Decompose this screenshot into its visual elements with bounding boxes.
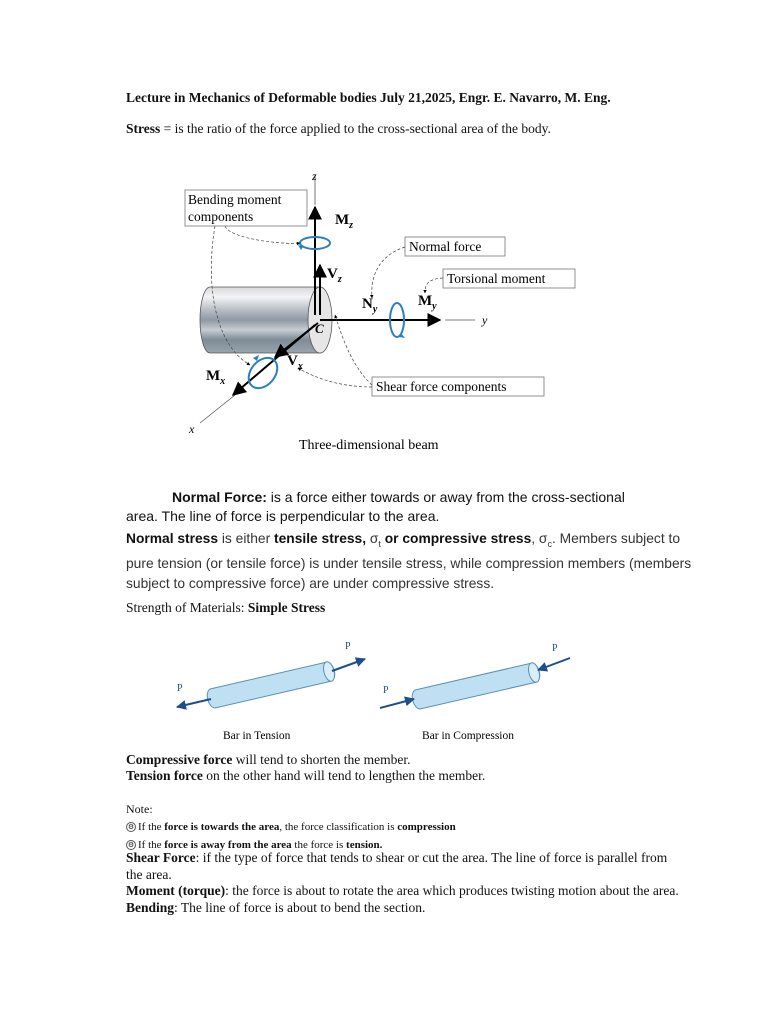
normal-force-label: Normal force <box>409 239 482 254</box>
lecture-title: Lecture in Mechanics of Deformable bodies July 21,2025, Engr. E. Navarro, M. Eng. <box>126 90 611 105</box>
normal-force-paragraph <box>126 488 696 526</box>
note-item-tension: ⚙ If the force is away from the area the force is tension. <box>127 839 383 851</box>
sigma-t-symbol: σ <box>369 531 379 546</box>
mx-label: $M_x$ <box>206 368 226 387</box>
som-prefix: Strength of Materials: <box>126 600 248 615</box>
normal-stress-comma: , <box>531 531 539 546</box>
tension-bar <box>177 641 365 742</box>
circle-bullet-icon: ⚙ <box>127 823 135 832</box>
definitions-block <box>126 850 686 916</box>
compressive-stress-term: or compressive stress <box>380 531 532 546</box>
bending-moment-label-1: Bending moment <box>188 192 282 207</box>
bending-moment-label-2: components <box>188 209 254 224</box>
axis-y-label: y <box>482 313 488 327</box>
my-label: $M_y$ <box>418 293 437 312</box>
normal-stress-text-1: is either <box>218 531 275 546</box>
tension-arrow-left <box>177 699 211 707</box>
normal-force-text-1: is a force either towards or away from the cross-sectional <box>266 489 625 505</box>
axis-x-label: x <box>189 422 195 436</box>
compression-p-right: P <box>552 643 558 654</box>
note-item-compression: ⚙ If the force is towards the area, the force classification is compression <box>127 821 456 833</box>
tension-force-term: Tension force <box>126 768 203 783</box>
compression-bar <box>380 643 570 742</box>
shear-force-definition: Shear Force: if the type of force that tends to shear or cut the area. The line of force is parallel from the area. <box>126 850 668 882</box>
tension-p-right: P <box>345 641 351 652</box>
sigma-t-subscript: t <box>378 538 381 549</box>
note-block <box>126 800 456 854</box>
sigma-c-subscript: c <box>547 538 552 549</box>
tension-arrow-right <box>332 659 365 671</box>
vx-label: $V_x$ <box>287 353 303 372</box>
compressive-force-text: will tend to shorten the member. <box>232 752 411 767</box>
compression-caption: Bar in Compression <box>422 730 514 742</box>
normal-stress-paragraph <box>126 529 696 593</box>
compressive-force-line <box>126 752 410 768</box>
note-heading: Note: <box>126 802 153 816</box>
tension-force-text: on the other hand will tend to lengthen the member. <box>202 768 486 783</box>
mz-label: $M_z$ <box>335 212 354 231</box>
sigma-c-symbol: σ <box>538 531 548 546</box>
stress-definition <box>126 121 551 137</box>
circle-bullet-icon: ⚙ <box>127 841 135 850</box>
compression-arrow-left <box>380 699 414 708</box>
compression-arrow-right <box>538 658 570 670</box>
axis-z-label: z <box>312 169 317 183</box>
normal-stress-text-2: . Members subject to pure tension (or tensile force) is under tensile stress, while compression members (members subject to compressive force) are under compressive stress. <box>126 531 692 591</box>
compression-p-left: P <box>383 685 389 696</box>
strength-of-materials-heading <box>126 600 325 616</box>
beam-caption: Three-dimensional beam <box>299 438 439 453</box>
moment-definition: Moment (torque): the force is about to rotate the area which produces twisting motion about the area. <box>126 883 679 898</box>
normal-stress-term: Normal stress <box>126 531 219 546</box>
normal-force-text-2: area. The line of force is perpendicular to the area. <box>126 508 440 524</box>
simple-stress-title: Simple Stress <box>247 600 326 615</box>
point-c-label: C <box>315 321 324 336</box>
stress-text: = is the ratio of the force applied to the cross-sectional area of the body. <box>160 121 551 136</box>
tension-caption: Bar in Tension <box>223 730 291 742</box>
normal-force-term: Normal Force: <box>172 489 267 505</box>
ny-label: $N_y$ <box>362 296 378 315</box>
stress-term: Stress <box>126 121 161 136</box>
tensile-stress-term: tensile stress, <box>274 531 370 546</box>
compressive-force-term: Compressive force <box>126 752 233 767</box>
tension-p-left: P <box>177 683 183 694</box>
beam-diagram <box>175 165 595 465</box>
shear-force-label: Shear force components <box>376 379 507 394</box>
vz-label: $V_z$ <box>327 266 342 285</box>
torsional-moment-label: Torsional moment <box>447 271 546 286</box>
bending-definition: Bending: The line of force is about to bend the section. <box>126 899 426 915</box>
bars-diagram <box>165 632 585 747</box>
tension-force-line <box>126 768 485 784</box>
